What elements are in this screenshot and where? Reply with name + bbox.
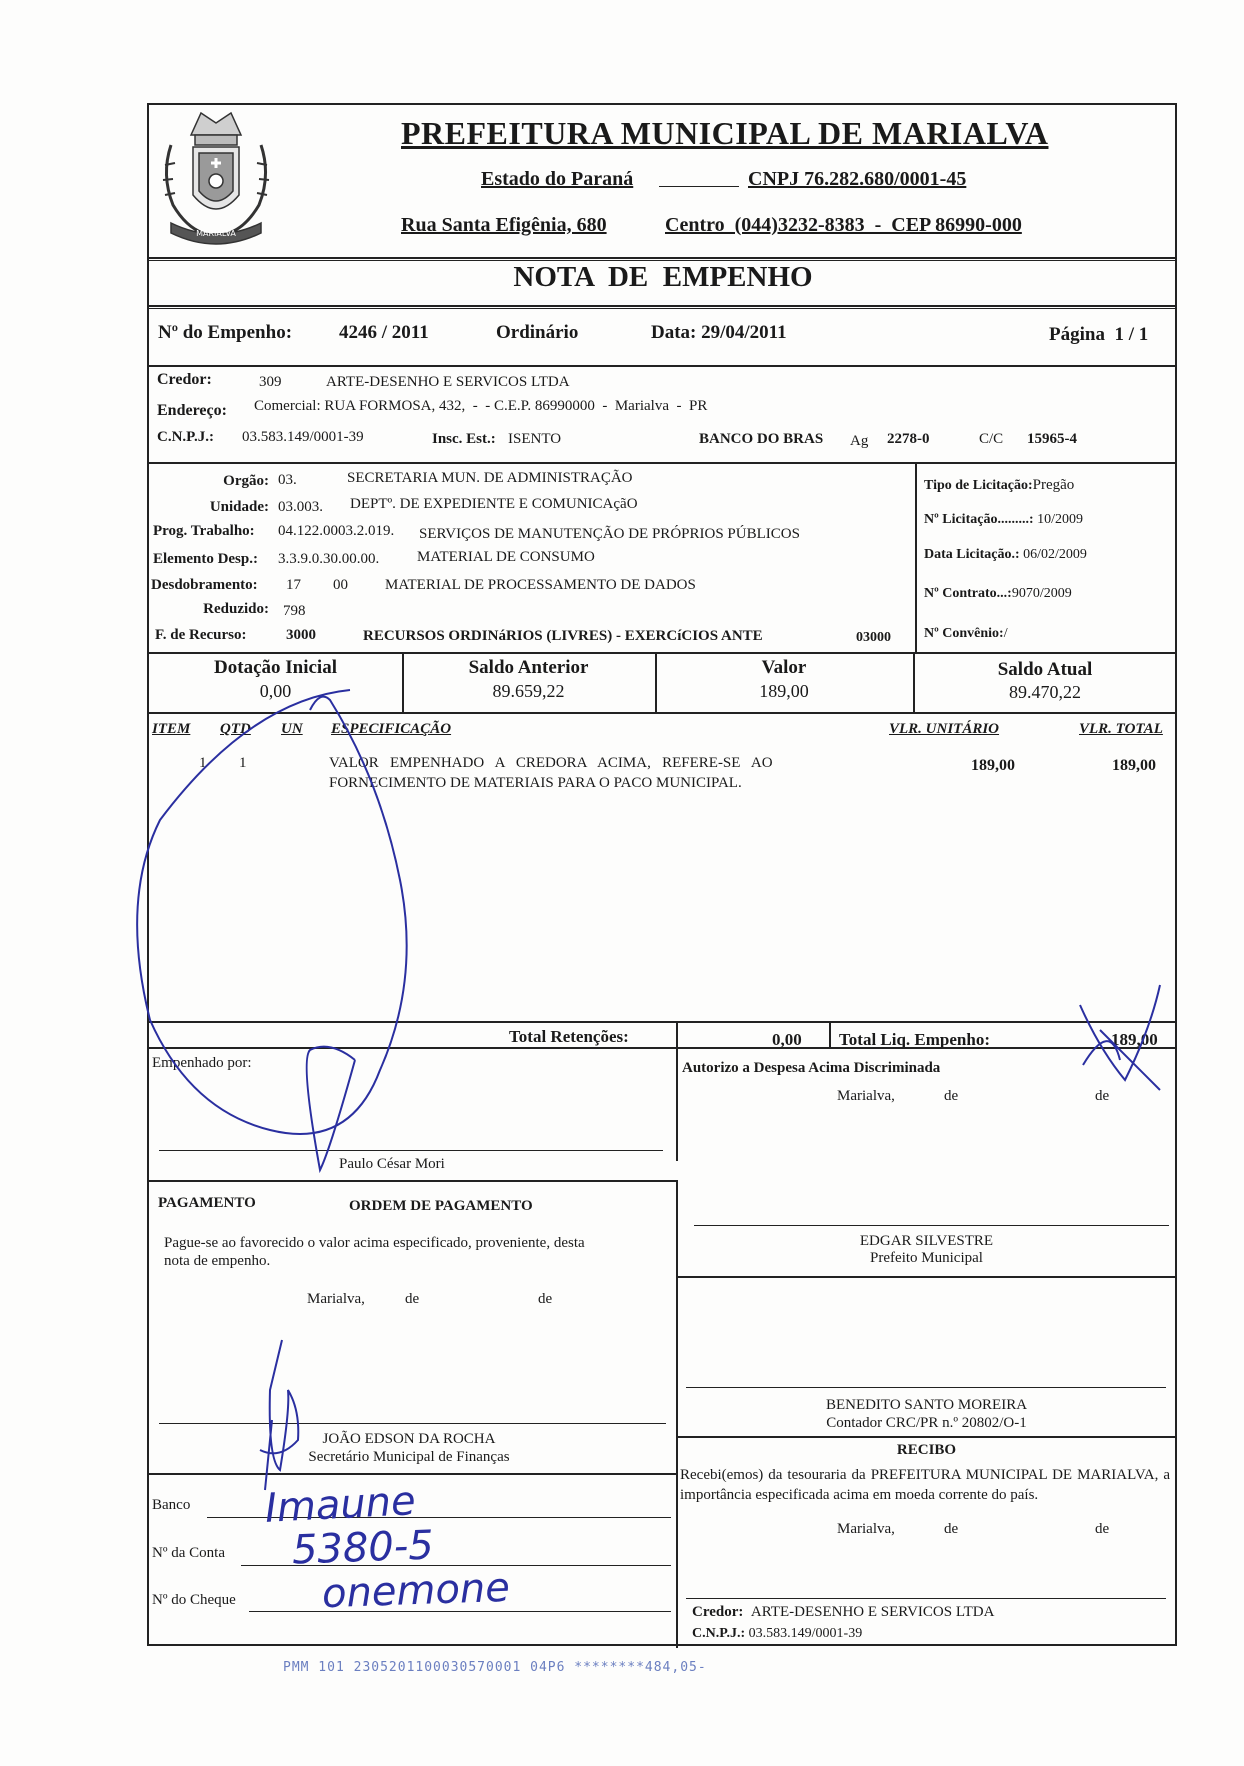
saldo-anterior-label: Saldo Anterior	[468, 657, 589, 678]
col-item: ITEM	[152, 721, 191, 737]
item-row-spec-line1: VALOR EMPENHADO A CREDORA ACIMA, REFERE-SE AO	[329, 755, 773, 771]
reduzido-value: 798	[283, 603, 306, 619]
recurso-label: F. de Recurso:	[155, 627, 247, 643]
tipo-licitacao-label	[924, 477, 1074, 494]
elemento-label: Elemento Desp.:	[153, 551, 258, 567]
pagamento-de2: de	[538, 1291, 553, 1307]
contrato-label: Nº Contrato...:	[924, 586, 1012, 601]
bank-name: BANCO DO BRAS	[699, 431, 824, 447]
licitacao-number-row	[924, 512, 1083, 528]
item-row-qtd: 1	[239, 755, 247, 771]
cheque-handwritten: onemone	[321, 1564, 511, 1618]
address-street: Rua Santa Efigênia, 680	[401, 214, 607, 236]
state-name: Estado do Paraná	[481, 168, 634, 190]
col-vlr-total: VLR. TOTAL	[1079, 721, 1163, 737]
insc-label: Insc. Est.:	[432, 431, 496, 447]
recibo-de2: de	[1095, 1521, 1110, 1537]
recurso-desc: RECURSOS ORDINáRIOS (LIVRES) - EXERCíCIOS ANTE	[363, 628, 763, 644]
contador-name: BENEDITO SANTO MOREIRA	[825, 1397, 1028, 1413]
empenho-date: Data: 29/04/2011	[651, 322, 787, 343]
tipo-licitacao-label-text: Tipo de Licitação:	[924, 478, 1033, 493]
total-liq-value: 189,00	[1111, 1030, 1158, 1049]
cnpj-label: C.N.P.J.:	[157, 429, 214, 445]
cnpj-header: CNPJ 76.282.680/0001-45	[748, 168, 967, 190]
nota-de-empenho-form	[147, 103, 1177, 1646]
secretario-role: Secretário Municipal de Finanças	[308, 1449, 510, 1465]
convenio-label: Nº Convênio:	[924, 626, 1004, 641]
prog-desc: SERVIÇOS DE MANUTENÇÃO DE PRÓPRIOS PÚBLICOS	[419, 526, 800, 542]
endereco-label: Endereço:	[157, 402, 227, 419]
col-especificacao: ESPECIFICAÇÃO	[331, 721, 452, 737]
coat-of-arms-icon	[151, 105, 281, 257]
licitacao-number-label: Nº Licitação.........:	[924, 512, 1034, 527]
total-liq-label: Total Liq. Empenho:	[839, 1030, 990, 1049]
saldo-anterior-value: 89.659,22	[492, 681, 565, 701]
address-contact: Centro (044)3232-8383 - CEP 86990-000	[665, 214, 1022, 236]
recibo-de1: de	[944, 1521, 959, 1537]
recibo-title: RECIBO	[896, 1442, 957, 1458]
licitacao-number-value: 10/2009	[1037, 512, 1083, 527]
conta-label: Nº da Conta	[152, 1545, 225, 1561]
empenho-number: 4246 / 2011	[339, 322, 429, 343]
reduzido-label: Reduzido:	[203, 601, 269, 617]
recibo-cnpj-label: C.N.P.J.:	[692, 1626, 746, 1641]
secretario-name: JOÃO EDSON DA ROCHA	[322, 1431, 496, 1447]
recibo-city: Marialva,	[837, 1521, 895, 1537]
saldo-atual-label: Saldo Atual	[997, 659, 1093, 680]
contador-role: Contador CRC/PR n.º 20802/O-1	[826, 1415, 1027, 1431]
svg-text:MARIALVA: MARIALVA	[196, 229, 236, 238]
licitacao-date-value: 06/02/2009	[1023, 547, 1087, 562]
contrato-value: 9070/2009	[1011, 586, 1072, 601]
elemento-code: 3.3.9.0.30.00.00.	[278, 551, 380, 567]
orgao-label: Orgão:	[223, 473, 269, 489]
prog-label: Prog. Trabalho:	[153, 523, 255, 539]
footer-control-code: PMM 101 2305201100030570001 04P6 ********484,05-	[283, 1660, 707, 1675]
prefeito-name: EDGAR SILVESTRE	[859, 1233, 994, 1249]
recibo-cnpj-row	[692, 1626, 862, 1642]
item-row-unit-value: 189,00	[971, 757, 1015, 774]
item-row-item: 1	[199, 755, 207, 771]
tipo-licitacao-value: Pregão	[1032, 477, 1075, 493]
account-label: C/C	[979, 431, 1004, 447]
pagamento-city: Marialva,	[307, 1291, 365, 1307]
unidade-label: Unidade:	[209, 499, 269, 515]
recibo-cnpj-value: 03.583.149/0001-39	[748, 1626, 863, 1641]
page-number: Página 1 / 1	[1049, 324, 1149, 345]
desdobramento-code1: 17	[286, 577, 301, 593]
account-value: 15965-4	[1027, 431, 1077, 447]
cheque-label: Nº do Cheque	[152, 1592, 236, 1608]
elemento-desc: MATERIAL DE CONSUMO	[417, 549, 595, 565]
municipality-title: PREFEITURA MUNICIPAL DE MARIALVA	[401, 115, 1049, 151]
empenho-number-label: Nº do Empenho:	[158, 322, 293, 343]
col-un: UN	[281, 721, 303, 737]
credor-label: Credor:	[157, 371, 212, 388]
banco-handwritten: Imaune	[263, 1478, 417, 1532]
col-vlr-unitario: VLR. UNITÁRIO	[889, 721, 1000, 737]
agency-value: 2278-0	[887, 431, 930, 447]
valor-label: Valor	[761, 657, 807, 678]
credor-name: ARTE-DESENHO E SERVICOS LTDA	[326, 374, 570, 390]
dotacao-value: 0,00	[259, 681, 292, 701]
licitacao-date-label: Data Licitação.:	[924, 547, 1020, 562]
pagamento-label: PAGAMENTO	[158, 1195, 256, 1211]
unidade-desc: DEPTº. DE EXPEDIENTE E COMUNICAçãO	[350, 496, 638, 512]
banco-label: Banco	[152, 1497, 191, 1513]
contrato-row	[924, 586, 1072, 602]
recibo-credor-row	[692, 1604, 994, 1621]
recurso-code: 3000	[286, 627, 316, 643]
credor-code: 309	[259, 374, 282, 390]
orgao-code: 03.	[278, 472, 297, 488]
autorizo-de2: de	[1095, 1088, 1110, 1104]
dotacao-label: Dotação Inicial	[214, 657, 337, 678]
ordem-pagamento-title: ORDEM DE PAGAMENTO	[349, 1198, 533, 1214]
empenhado-label: Empenhado por:	[152, 1055, 252, 1071]
unidade-code: 03.003.	[278, 499, 323, 515]
agency-label: Ag	[850, 433, 869, 449]
desdobramento-label: Desdobramento:	[151, 577, 258, 593]
orgao-desc: SECRETARIA MUN. DE ADMINISTRAÇÃO	[347, 470, 633, 486]
retencoes-label: Total Retenções:	[509, 1027, 629, 1046]
retencoes-value: 0,00	[772, 1030, 802, 1049]
empenho-type: Ordinário	[496, 322, 579, 343]
prog-code: 04.122.0003.2.019.	[278, 523, 395, 539]
pagamento-de1: de	[405, 1291, 420, 1307]
recibo-text: Recebi(emos) da tesouraria da PREFEITURA MUNICIPAL DE MARIALVA, a importância especificada acima em moeda corrente do país.	[680, 1467, 1170, 1503]
credor-cnpj: 03.583.149/0001-39	[242, 429, 364, 445]
autorizo-title: Autorizo a Despesa Acima Discriminada	[682, 1060, 941, 1076]
autorizo-city: Marialva,	[837, 1088, 895, 1104]
convenio-row	[924, 626, 1008, 642]
col-qtd: QTD	[220, 721, 251, 737]
recurso-code2: 03000	[856, 630, 891, 645]
desdobramento-desc: MATERIAL DE PROCESSAMENTO DE DADOS	[385, 577, 696, 593]
pagamento-text: Pague-se ao favorecido o valor acima especificado, proveniente, desta nota de empenho.	[164, 1235, 585, 1269]
item-row-total-value: 189,00	[1112, 757, 1156, 774]
conta-handwritten: 5380-5	[291, 1522, 435, 1574]
insc-value: ISENTO	[508, 431, 562, 447]
valor-value: 189,00	[759, 681, 809, 701]
prefeito-role: Prefeito Municipal	[870, 1250, 983, 1266]
recibo-credor-label: Credor:	[692, 1604, 744, 1620]
licitacao-date-row	[924, 547, 1087, 563]
recibo-credor-name: ARTE-DESENHO E SERVICOS LTDA	[750, 1604, 995, 1620]
item-row-spec-line2: FORNECIMENTO DE MATERIAIS PARA O PACO MUNICIPAL.	[329, 775, 742, 791]
desdobramento-code2: 00	[333, 577, 348, 593]
convenio-value: /	[1003, 626, 1008, 641]
credor-address: Comercial: RUA FORMOSA, 432, - - C.E.P. 86990000 - Marialva - PR	[254, 398, 708, 414]
autorizo-de1: de	[944, 1088, 959, 1104]
empenhado-name: Paulo César Mori	[339, 1156, 445, 1172]
document-title: NOTA DE EMPENHO	[513, 261, 813, 293]
saldo-atual-value: 89.470,22	[1009, 682, 1081, 702]
